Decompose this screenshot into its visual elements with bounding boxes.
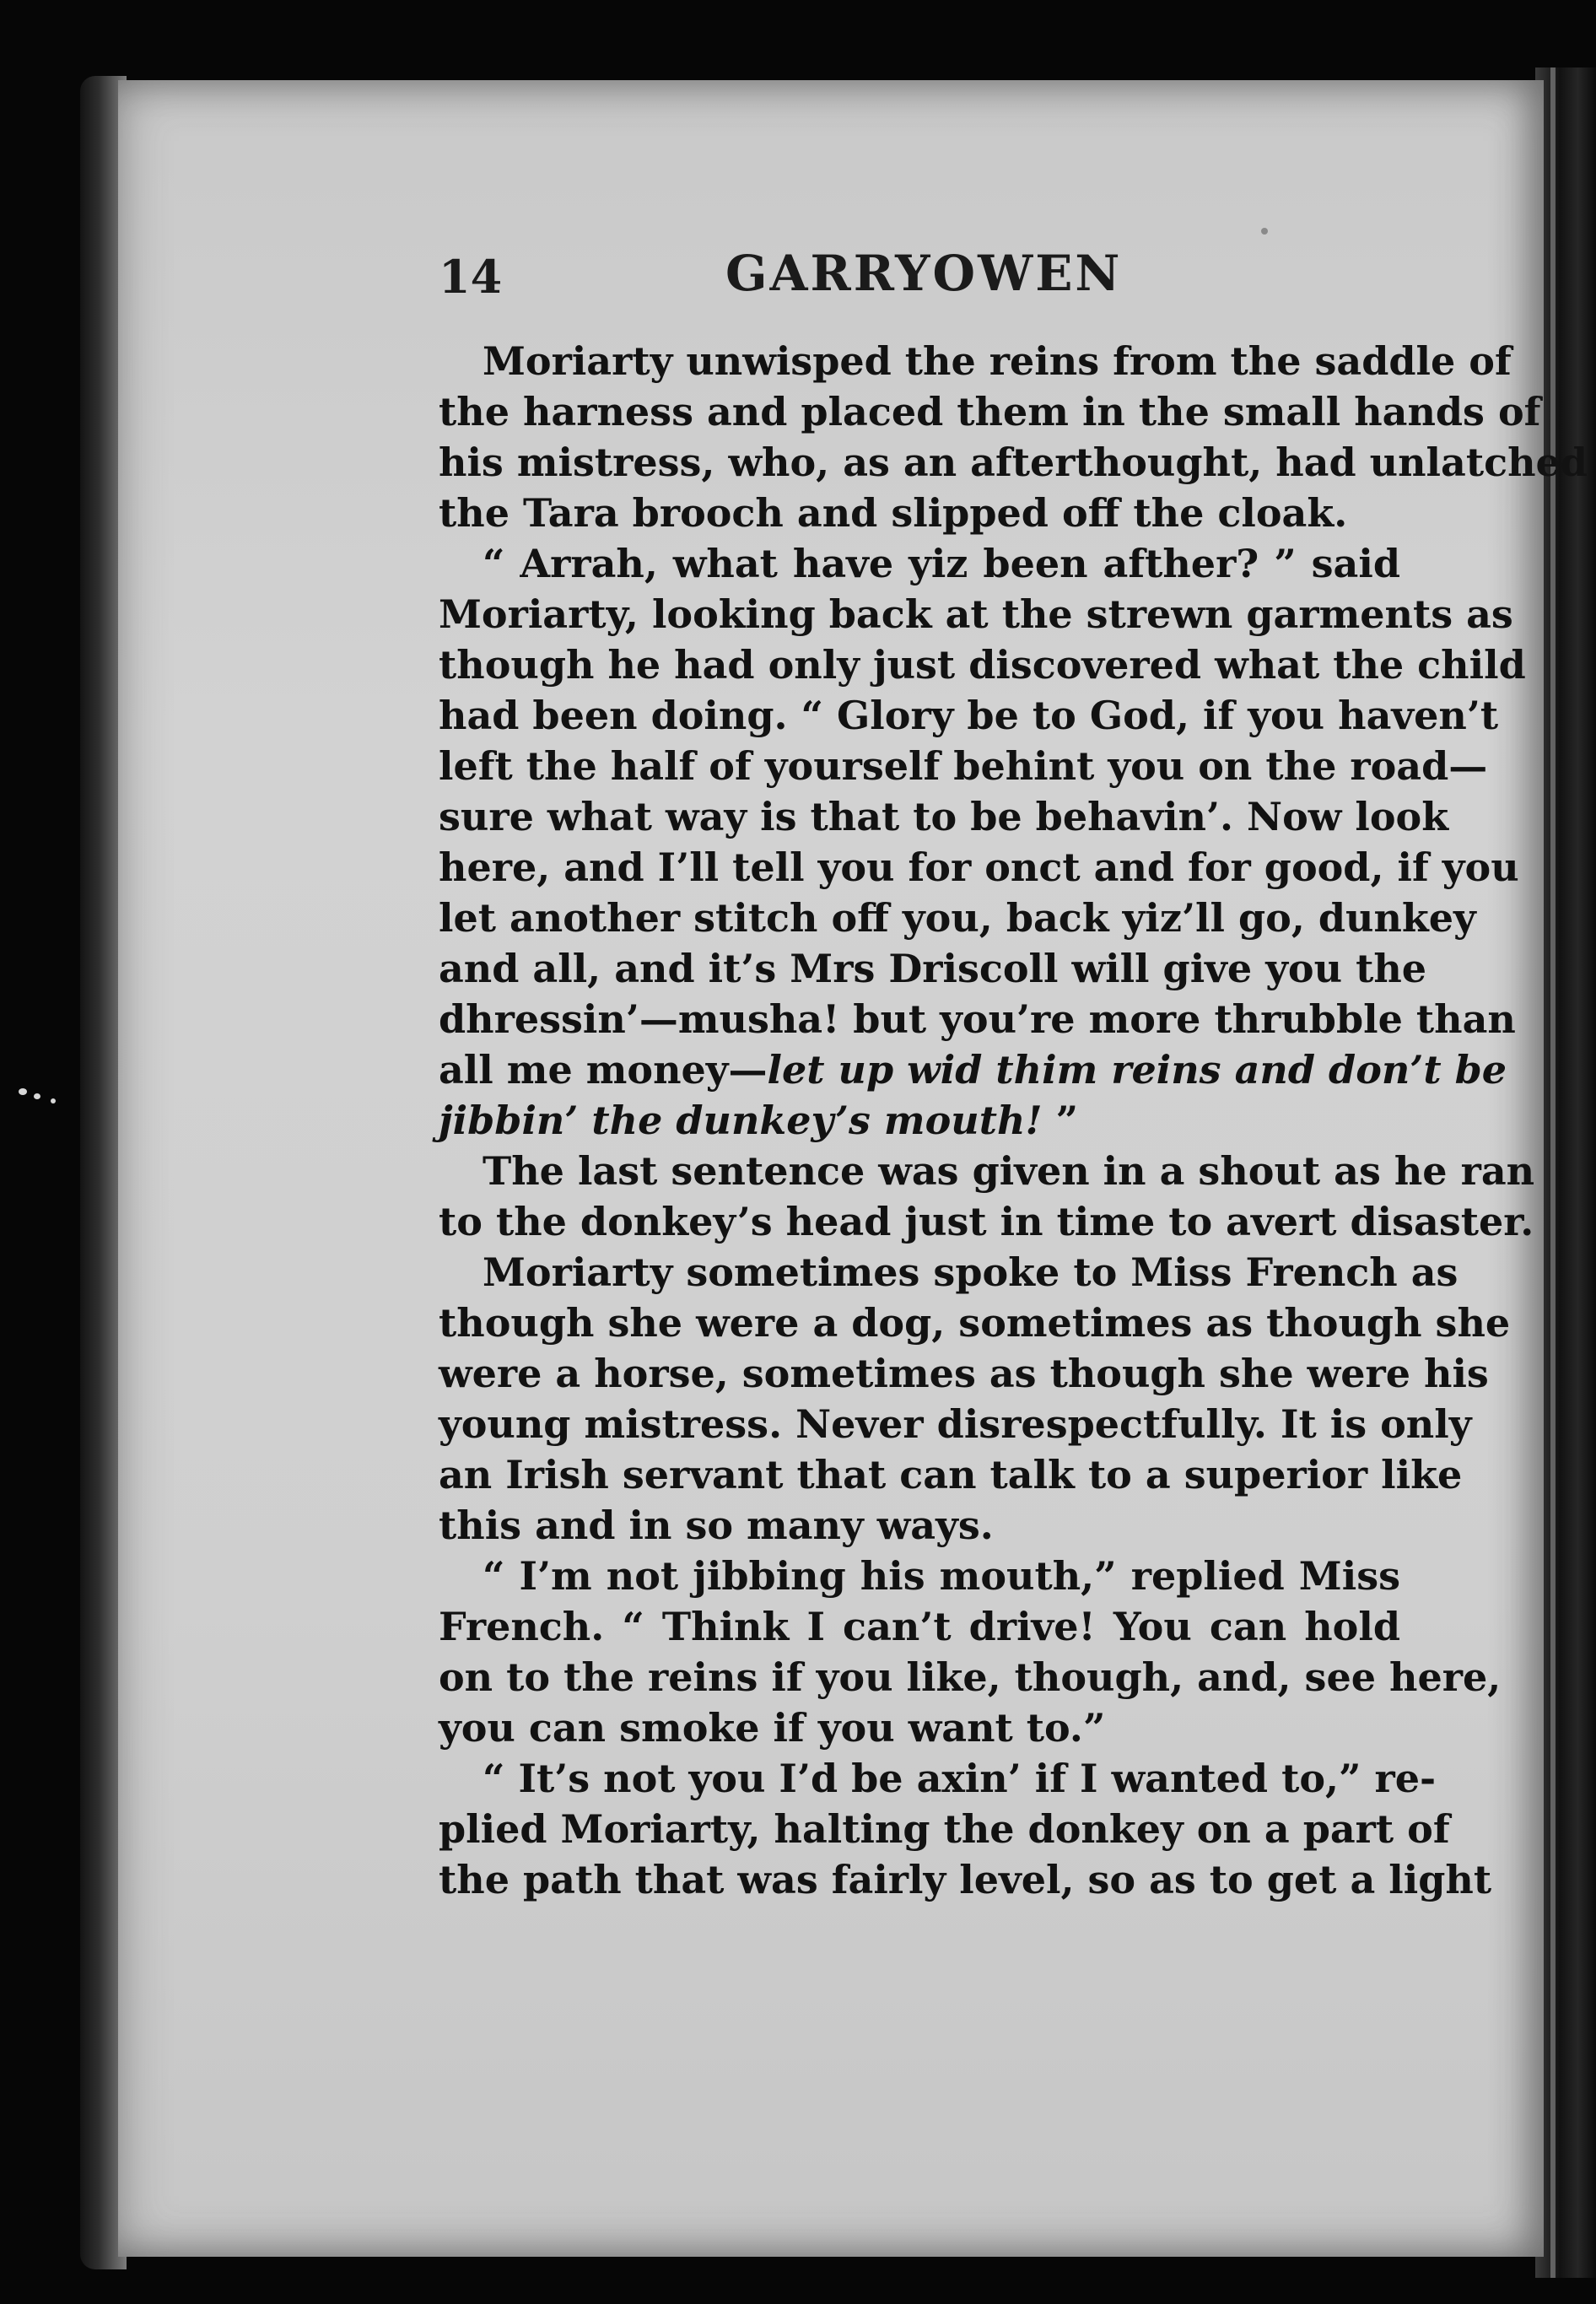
text-line xyxy=(439,1500,1400,1551)
text-line-content: let another stitch off you, back yiz’ll go, dunkey xyxy=(439,895,1476,941)
page-edge-right xyxy=(1535,67,1596,2278)
text-line xyxy=(439,1449,1463,1500)
text-line-content: the harness and placed them in the small hands of xyxy=(439,389,1541,434)
text-line xyxy=(439,1146,1535,1196)
text-line xyxy=(439,1601,1400,1652)
text-line xyxy=(439,1196,1534,1247)
text-line-content: all me money— xyxy=(439,1047,768,1093)
text-line xyxy=(439,1652,1502,1702)
text-line-tail: ” xyxy=(1042,1098,1079,1143)
scan-speck xyxy=(19,1088,27,1095)
text-line-content: his mistress, who, as an afterthought, had unlatched xyxy=(439,440,1588,485)
text-line xyxy=(439,1551,1400,1601)
text-line-content: and all, and it’s Mrs Driscoll will give you the xyxy=(439,946,1427,991)
text-line-content: young mistress. Never disrespectfully. It is only xyxy=(439,1401,1472,1447)
text-line xyxy=(439,488,1400,538)
text-line-content: though she were a dog, sometimes as though she xyxy=(439,1300,1511,1346)
text-line xyxy=(439,791,1449,842)
text-line xyxy=(439,741,1488,791)
text-line xyxy=(439,1298,1511,1348)
text-line xyxy=(439,842,1519,893)
text-line-content: Moriarty, looking back at the strewn garments as xyxy=(439,591,1513,637)
page-number: 14 xyxy=(439,250,503,304)
text-line-content: dhressin’—musha! but you’re more thrubble than xyxy=(439,996,1516,1042)
text-line-content: here, and I’ll tell you for onct and for good, if you xyxy=(439,844,1519,890)
text-line-content: French. “ Think I can’t drive! You can hold xyxy=(439,1604,1400,1649)
text-line-content: “ I’m not jibbing his mouth,” replied Miss xyxy=(483,1553,1400,1599)
text-line xyxy=(439,639,1526,690)
text-line-content: the Tara brooch and slipped off the cloak. xyxy=(439,490,1348,536)
text-line xyxy=(439,589,1513,639)
text-line-italic: let up wid thim reins and don’t be xyxy=(767,1047,1507,1093)
text-line-content: plied Moriarty, halting the donkey on a part of xyxy=(439,1806,1450,1852)
text-line-content: Moriarty unwisped the reins from the saddle of xyxy=(483,338,1512,384)
body-text xyxy=(439,336,1588,1905)
text-line xyxy=(439,437,1588,488)
text-line xyxy=(439,1399,1472,1449)
text-line-content: to the donkey’s head just in time to avert disaster. xyxy=(439,1199,1534,1244)
text-line-content: on to the reins if you like, though, and, see here, xyxy=(439,1654,1502,1700)
text-line xyxy=(439,943,1427,994)
scan-speck xyxy=(51,1098,56,1103)
text-line-content: “ Arrah, what have yiz been afther? ” said xyxy=(483,541,1400,586)
text-line-content: the path that was fairly level, so as to get a light xyxy=(439,1857,1492,1902)
scan-speck xyxy=(1261,228,1268,235)
text-line xyxy=(439,538,1400,589)
text-line-content: left the half of yourself behint you on the road— xyxy=(439,743,1488,789)
scan-speck xyxy=(34,1093,40,1099)
text-line xyxy=(439,1095,1400,1146)
text-line-content: sure what way is that to be behavin’. Now look xyxy=(439,794,1449,839)
text-line-content: an Irish servant that can talk to a superior like xyxy=(439,1452,1463,1497)
text-line xyxy=(439,1247,1459,1298)
text-line xyxy=(439,690,1499,741)
text-line-content: The last sentence was given in a shout as he ran xyxy=(483,1148,1535,1194)
text-line-content: though he had only just discovered what the child xyxy=(439,642,1526,688)
running-title: GARRYOWEN xyxy=(725,245,1123,302)
text-line-content: “ It’s not you I’d be axin’ if I wanted to,” re- xyxy=(483,1756,1437,1801)
text-line xyxy=(439,1702,1400,1753)
text-line xyxy=(439,1854,1492,1905)
text-line xyxy=(439,386,1541,437)
text-line-content: Moriarty sometimes spoke to Miss French as xyxy=(483,1249,1459,1295)
text-line-content: were a horse, sometimes as though she were his xyxy=(439,1351,1489,1396)
text-line xyxy=(439,1044,1507,1095)
text-line-content: this and in so many ways. xyxy=(439,1503,994,1548)
text-line-content: had been doing. “ Glory be to God, if you haven’t xyxy=(439,693,1499,738)
text-line xyxy=(439,1348,1489,1399)
text-line xyxy=(439,994,1516,1044)
text-line xyxy=(439,1804,1450,1854)
text-line xyxy=(439,1753,1437,1804)
text-line xyxy=(439,893,1476,943)
text-line-content: you can smoke if you want to.” xyxy=(439,1705,1106,1751)
text-line-italic: jibbin’ the dunkey’s mouth! xyxy=(439,1098,1043,1143)
page-edge-line xyxy=(1550,67,1556,2278)
text-line xyxy=(439,336,1512,386)
running-header xyxy=(439,245,1400,312)
